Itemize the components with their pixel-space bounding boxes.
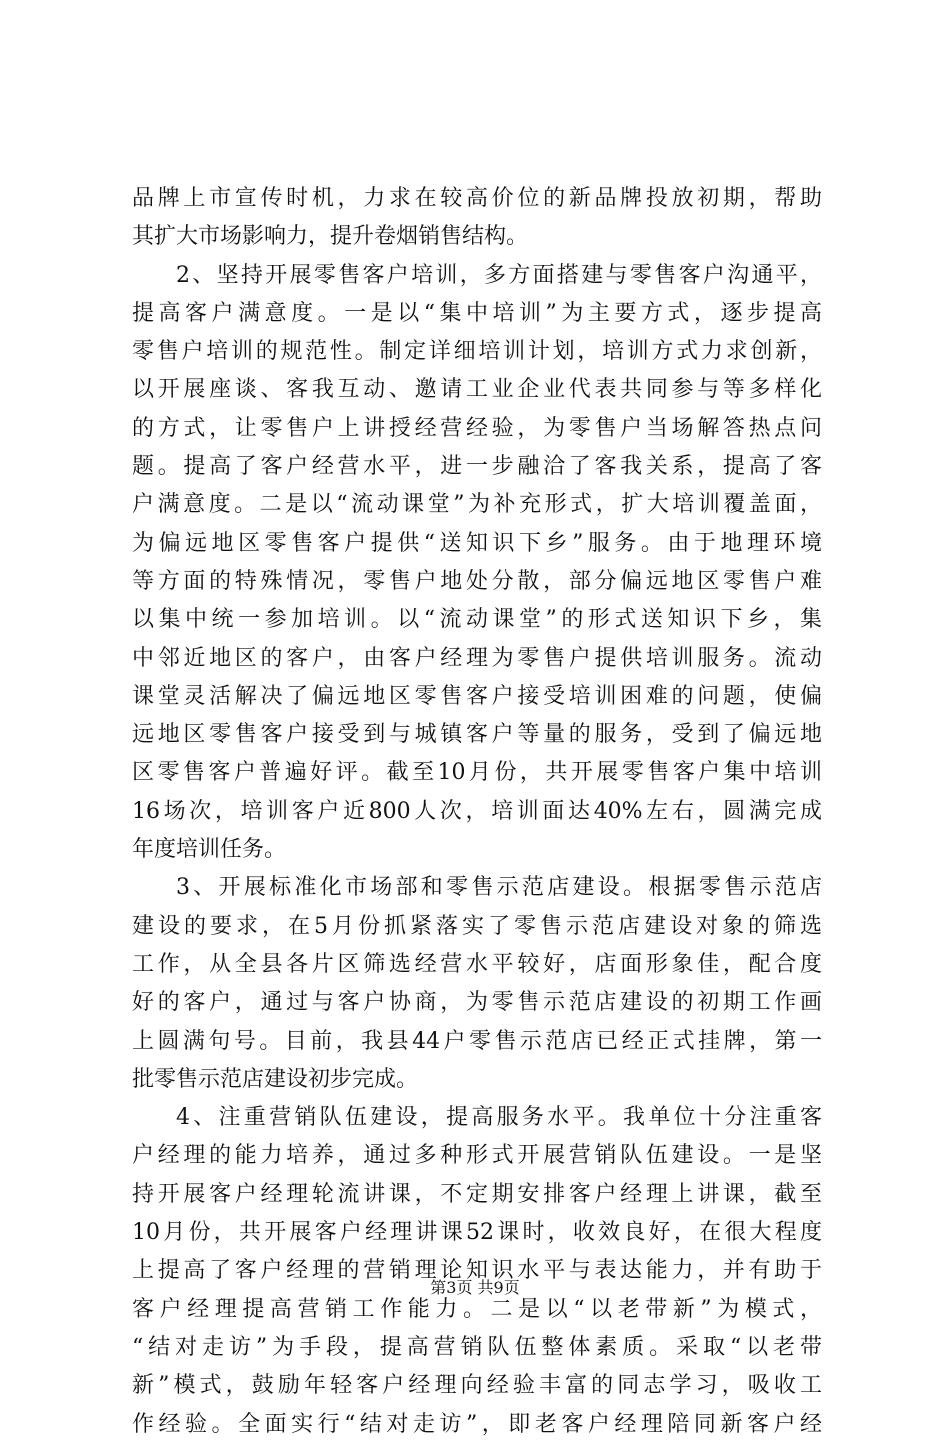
text-line: 题。提高了客户经营水平，进一步融洽了客我关系，提高了客 [132,454,822,480]
text-line: 客户经理提高营销工作能力。二是以“以老带新”为模式， [132,1296,822,1322]
text-line: 等方面的特殊情况，零售户地处分散，部分偏远地区零售户难 [132,568,822,594]
text-line: 批零售示范店建设初步完成。 [132,1066,419,1092]
paragraph-first-line: 4、注重营销队伍建设，提高服务水平。我单位十分注重客 [176,1105,822,1131]
text-line: 户满意度。二是以“流动课堂”为补充形式，扩大培训覆盖面， [132,492,822,518]
text-line: 作经验。全面实行“结对走访”，即老客户经理陪同新客户经 [132,1411,822,1437]
text-line: 远地区零售客户接受到与城镇客户等量的服务，受到了偏远地 [132,722,822,748]
text-line: 以集中统一参加培训。以“流动课堂”的形式送知识下乡，集 [132,607,822,633]
text-line: 上提高了客户经理的营销理论知识水平与表达能力，并有助于 [132,1258,822,1284]
text-line: 年度培训任务。 [132,837,287,863]
body-text [132,180,822,1444]
text-line: 零售户培训的规范性。制定详细培训计划，培训方式力求创新， [132,339,822,365]
text-line: 10月份，共开展客户经理讲课52课时，收效良好，在很大程度 [132,1220,822,1246]
page-footer [0,1275,950,1298]
text-line: 其扩大市场影响力，提升卷烟销售结构。 [132,224,529,250]
text-line: 持开展客户经理轮流讲课，不定期安排客户经理上讲课，截至 [132,1181,822,1207]
text-line: 上圆满句号。目前，我县44户零售示范店已经正式挂牌，第一 [132,1028,822,1054]
text-line: 工作，从全县各片区筛选经营水平较好，店面形象佳，配合度 [132,951,822,977]
text-line: 为偏远地区零售客户提供“送知识下乡”服务。由于地理环境 [132,530,822,556]
text-line: 区零售客户普遍好评。截至10月份，共开展零售客户集中培训 [132,760,822,786]
text-line: 提高客户满意度。一是以“集中培训”为主要方式，逐步提高 [132,300,822,326]
text-line: 课堂灵活解决了偏远地区零售客户接受培训困难的问题，使偏 [132,683,822,709]
text-line: 的方式，让零售户上讲授经营经验，为零售户当场解答热点问 [132,415,822,441]
text-line: 以开展座谈、客我互动、邀请工业企业代表共同参与等多样化 [132,377,822,403]
paragraph-first-line: 2、坚持开展零售客户培训，多方面搭建与零售客户沟通平， [176,262,822,288]
text-line: 新”模式，鼓励年轻客户经理向经验丰富的同志学习，吸收工 [132,1373,822,1399]
text-line: 好的客户，通过与客户协商，为零售示范店建设的初期工作画 [132,990,822,1016]
text-line: 中邻近地区的客户，由客户经理为零售户提供培训服务。流动 [132,645,822,671]
text-line: 16场次，培训客户近800人次，培训面达40%左右，圆满完成 [132,798,822,824]
text-line: 户经理的能力培养，通过多种形式开展营销队伍建设。一是坚 [132,1143,822,1169]
text-line: 建设的要求，在5月份抓紧落实了零售示范店建设对象的筛选 [132,913,822,939]
page-number-label: 第3页 共9页 [430,1278,520,1297]
text-line: “结对走访”为手段，提高营销队伍整体素质。采取“以老带 [132,1334,822,1360]
text-line: 品牌上市宣传时机，力求在较高价位的新品牌投放初期，帮助 [132,186,822,211]
paragraph-first-line: 3、开展标准化市场部和零售示范店建设。根据零售示范店 [176,875,822,901]
